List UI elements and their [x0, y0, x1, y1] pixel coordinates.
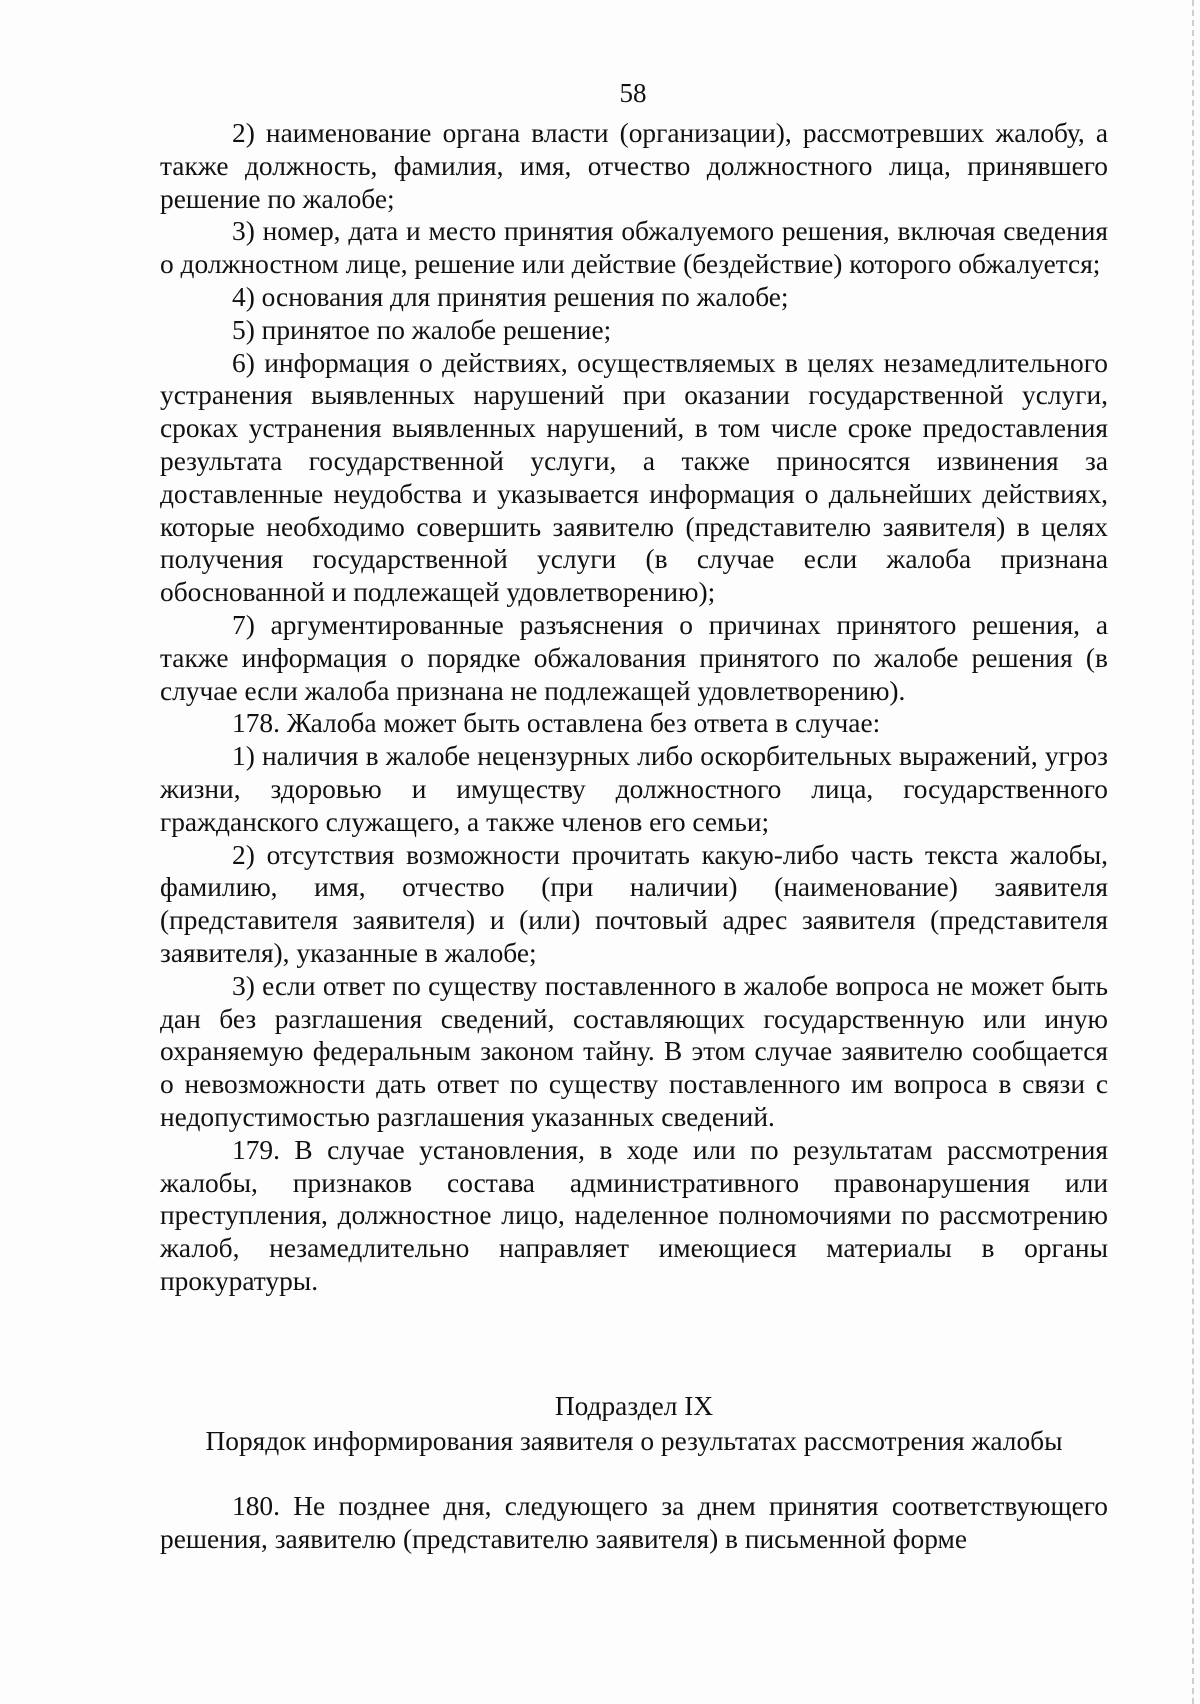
- paragraph: 4) основания для принятия решения по жалобе;: [232, 281, 789, 312]
- paragraph: 1) наличия в жалобе нецензурных либо оскорбительных выражений, угроз жизни, здоровью и имуществу должностного лица, государственного гражданского служащего, а также членов его семьи;: [160, 741, 1108, 837]
- scan-edge: [1192, 0, 1200, 1704]
- page-number: 58: [619, 78, 647, 108]
- paragraph: 3) если ответ по существу поставленного в жалобе вопроса не может быть дан без разглашения сведений, составляющих государственную или иную охраняемую федеральным законом тайну. В этом случае заявителю сообщается о невозможности дать ответ по существу поставленного им вопроса в связи с недопустимостью разглашения указанных сведений.: [160, 970, 1108, 1132]
- paragraph: 180. Не позднее дня, следующего за днем принятия соответствующего решения, заявителю (представителю заявителя) в письменной форме: [160, 1491, 1108, 1554]
- paragraph: 3) номер, дата и место принятия обжалуемого решения, включая сведения о должностном лице, решение или действие (бездействие) которого обжалуется;: [160, 216, 1108, 280]
- paragraph: 5) принятое по жалобе решение;: [232, 314, 612, 345]
- paragraph: 178. Жалоба может быть оставлена без ответа в случае:: [232, 708, 881, 739]
- section-subtitle: Порядок информирования заявителя о результатах рассмотрения жалобы: [205, 1426, 1063, 1456]
- paragraph: 7) аргументированные разъяснения о причинах принятого решения, а также информация о порядке обжалования принятого по жалобе решения (в случае если жалоба признана не подлежащей удовлетворению).: [160, 609, 1108, 706]
- paragraph: 2) отсутствия возможности прочитать какую-либо часть текста жалобы, фамилию, имя, отчество (при наличии) (наименование) заявителя (представителя заявителя) и (или) почтовый адрес заявителя (представителя заявителя), указанные в жалобе;: [160, 839, 1108, 968]
- paragraph: 6) информация о действиях, осуществляемых в целях незамедлительного устранения выявленных нарушений при оказании государственной услуги, сроках устранения выявленных нарушений, в том числе сроке предоставления результата государственной услуги, а также приносятся извинения за доставленные неудобства и указывается информация о дальнейших действиях, которые необходимо совершить заявителю (представителю заявителя) в целях получения государственной услуги (в случае если жалоба признана обоснованной и подлежащей удовлетворению);: [160, 347, 1108, 608]
- body-text-continued: [160, 1490, 1108, 1556]
- section-title: Подраздел IX: [554, 1391, 714, 1421]
- paragraph: 2) наименование органа власти (организации), рассмотревших жалобу, а также должность, фамилия, имя, отчество должностного лица, принявшего решение по жалобе;: [160, 118, 1108, 214]
- body-text: [160, 117, 1108, 1298]
- paragraph: 179. В случае установления, в ходе или по результатам рассмотрения жалобы, признаков состава административного правонарушения или преступления, должностное лицо, наделенное полномочиями по рассмотрению жалоб, незамедлительно направляет имеющиеся материалы в органы прокуратуры.: [160, 1134, 1108, 1296]
